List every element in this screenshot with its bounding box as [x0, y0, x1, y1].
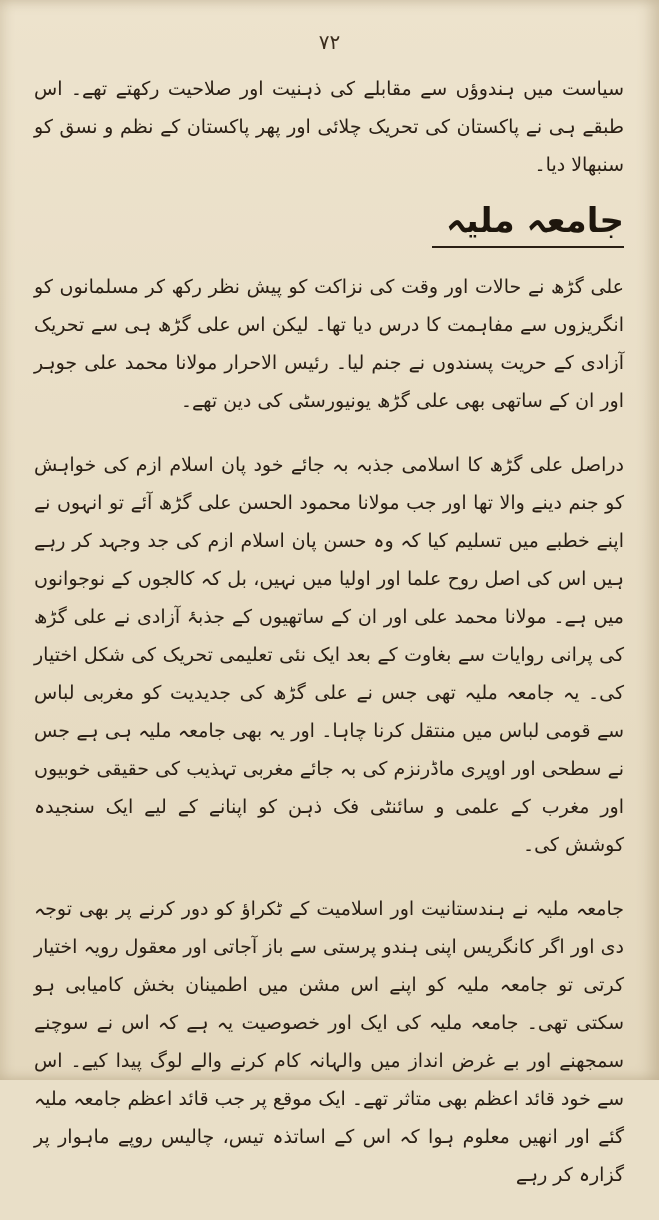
page-number: ۷۲	[318, 30, 341, 54]
paragraph-3: جامعہ ملیہ نے ہندستانیت اور اسلامیت کے ٹکراؤ کو دور کرنے پر بھی توجہ دی اور اگر کانگریس اپنی ہندو پرستی سے باز آجاتی اور معقول رویہ اختیار کرتی تو جامعہ ملیہ کو اپنے اس مشن میں اطمینان بخش کامیابی ہو سکتی تھی۔ جامعہ ملیہ کی ایک اور خصوصیت یہ ہے کہ اس نے سوچنے سمجھنے اور بے غرض انداز میں والہانہ کام کرنے والے لوگ پیدا کیے۔ اس سے خود قائد اعظم بھی متاثر تھے۔ ایک موقع پر جب قائد اعظم جامعہ ملیہ گئے اور انھیں معلوم ہوا کہ اس کے اساتذہ تیس، چالیس روپے ماہوار پر گزارہ کر رہے	[34, 898, 624, 1186]
paragraph-1: علی گڑھ نے حالات اور وقت کی نزاکت کو پیش نظر رکھ کر مسلمانوں کو انگریزوں سے مفاہمت کا درس دیا تھا۔ لیکن اس علی گڑھ ہی سے تحریک آزادی کے حریت پسندوں نے جنم لیا۔ رئیس الاحرار مولانا محمد علی جوہر اور ان کے ساتھی بھی علی گڑھ یونیورسٹی کی دین تھے۔	[34, 276, 624, 412]
section-heading-wrap	[34, 198, 624, 248]
intro-paragraph: سیاست میں ہندوؤں سے مقابلے کی ذہنیت اور صلاحیت رکھتے تھے۔ اس طبقے ہی نے پاکستان کی تحریک چلائی اور پھر پاکستان کے نظم و نسق کو سنبھالا دیا۔	[34, 78, 624, 176]
page-text	[34, 70, 624, 1220]
section-heading: جامعہ ملیہ	[432, 198, 624, 248]
paragraph-2: دراصل علی گڑھ کا اسلامی جذبہ بہ جائے خود پان اسلام ازم کی خواہش کو جنم دینے والا تھا اور جب مولانا محمود الحسن علی گڑھ آئے تو انہوں نے اپنے خطبے میں تسلیم کیا کہ وہ حسن پان اسلام ازم کی جد وجہد کر رہے ہیں اس کی اصل روح علما اور اولیا میں نہیں، بل کہ کالجوں کے نوجوانوں میں ہے۔ مولانا محمد علی اور ان کے ساتھیوں کے جذبۂ آزادی نے علی گڑھ کی پرانی روایات سے بغاوت کے بعد ایک نئی تعلیمی تحریک کی شکل اختیار کی۔ یہ جامعہ ملیہ تھی جس نے علی گڑھ کی جدیدیت کو مغربی لباس سے قومی لباس میں منتقل کرنا چاہا۔ اور یہ بھی جامعہ ملیہ ہی ہے جس نے سطحی اور اوپری ماڈرنزم کی بہ جائے مغربی تہذیب کی حقیقی خوبیوں اور مغرب کے علمی و سائنٹی فک ذہن کو اپنانے کے لیے ایک سنجیدہ کوشش کی۔	[34, 454, 624, 856]
